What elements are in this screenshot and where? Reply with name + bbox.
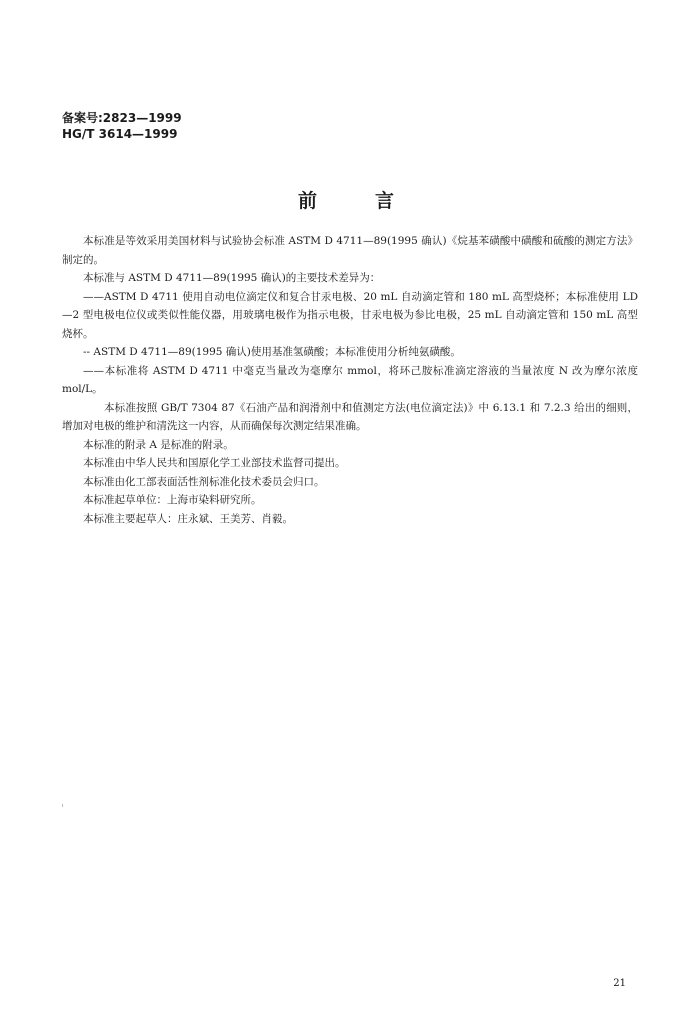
page-number: 21 — [613, 978, 626, 989]
margin-mark — [62, 804, 63, 807]
paragraph-proposer: 本标准由中华人民共和国原化学工业部技术监督司提出。 — [83, 457, 346, 469]
paragraph-adoption: 本标准是等效采用美国材料与试验协会标准 ASTM D 4711—89(1995 确认)《烷基苯磺酸中磺酸和硫酸的测定方法》制定的。 — [62, 235, 638, 266]
paragraph-drafting-unit: 本标准起草单位：上海市染料研究所。 — [83, 494, 262, 506]
paragraph-drafters: 本标准主要起草人：庄永斌、王美芳、肖毅。 — [83, 512, 293, 525]
header-block — [62, 110, 182, 142]
paragraph-appendix: 本标准的附录 A 是标准的附录。 — [83, 438, 234, 451]
foreword-body — [62, 232, 638, 528]
record-number: 备案号:2823—1999 — [62, 111, 182, 125]
paragraph-centralized: 本标准由化工部表面活性剂标准化技术委员会归口。 — [83, 475, 325, 488]
paragraph-difference-reagent: -- ASTM D 4711—89(1995 确认)使用基准氢磺酸；本标准使用分析纯氨磺酸。 — [83, 346, 461, 358]
standard-number: HG/T 3614—1999 — [62, 127, 178, 141]
paragraph-difference-units: ——本标准将 ASTM D 4711 中毫克当量改为毫摩尔 mmol，将环己胺标准滴定溶液的当量浓度 N 改为摩尔浓度 mol/L。 — [62, 364, 638, 395]
paragraph-electrode-maintenance: 本标准按照 GB/T 7304 87《石油产品和润滑剂中和值测定方法(电位滴定法)》中 6.13.1 和 7.2.3 给出的细则，增加对电极的维护和清洗这一内容，从而确保每次测定结果准确。 — [62, 401, 638, 432]
paragraph-differences-intro: 本标准与 ASTM D 4711—89(1995 确认)的主要技术差异为： — [83, 272, 381, 284]
page-title: 前言 — [297, 190, 452, 212]
paragraph-difference-equipment: ——ASTM D 4711 使用自动电位滴定仪和复合甘汞电极、20 mL 自动滴定管和 180 mL 高型烧杯；本标准使用 LD—2 型电极电位仪或类似性能仪器，用玻璃电极作为指示电极，甘汞电极为参比电极，25 mL 自动滴定管和 150 mL 高型烧杯。 — [62, 290, 638, 340]
